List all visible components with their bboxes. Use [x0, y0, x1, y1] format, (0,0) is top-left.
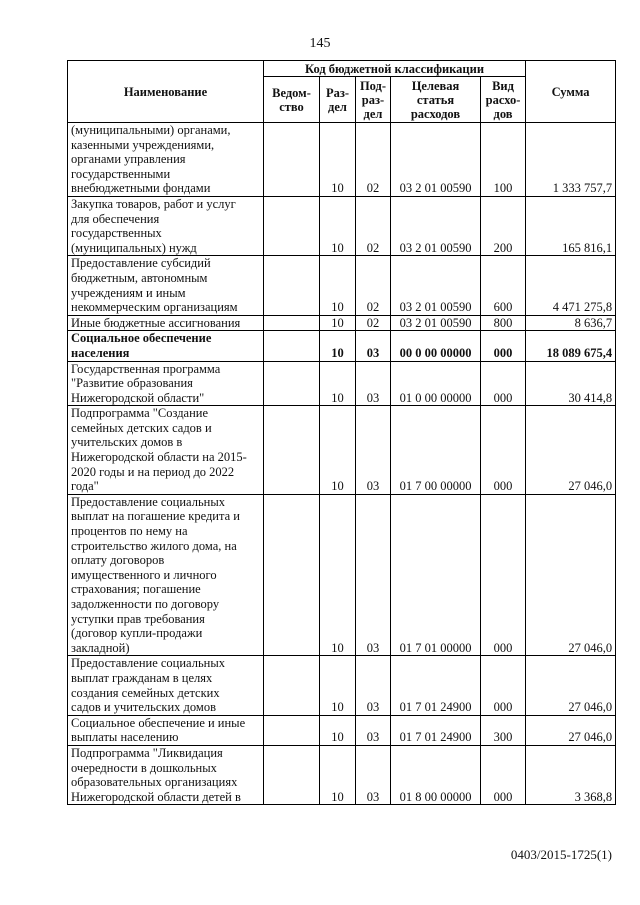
table-cell-target: 01 7 01 24900 [391, 715, 481, 745]
table-cell-section: 10 [320, 406, 356, 495]
header-type: Вид расхо- дов [481, 77, 526, 123]
table-row [68, 745, 616, 804]
table-cell-sum: 30 414,8 [526, 361, 616, 406]
table-cell-target: 01 7 01 24900 [391, 656, 481, 715]
table-cell-subsection: 02 [356, 123, 391, 197]
table-cell-name: Предоставление социальных выплат на погашение кредита и процентов по нему на строительство жилого дома, на оплату договоров имущественного и личного страхования; погашение задолженности по договору уступки прав требования (договор купли-продажи закладной) [68, 494, 264, 656]
table-row [68, 361, 616, 406]
table-cell-name: Иные бюджетные ассигнования [68, 315, 264, 331]
header-name: Наименование [68, 61, 264, 123]
table-cell-ministry [264, 315, 320, 331]
table-cell-name: Социальное обеспечение населения [68, 331, 264, 361]
table-cell-type: 000 [481, 361, 526, 406]
table-cell-type: 000 [481, 745, 526, 804]
table-cell-subsection: 03 [356, 494, 391, 656]
table-cell-sum: 27 046,0 [526, 494, 616, 656]
table-cell-target: 03 2 01 00590 [391, 315, 481, 331]
table-cell-name: Подпрограмма "Создание семейных детских садов и учительских домов в Нижегородской области на 2015- 2020 годы и на период до 2022 года" [68, 406, 264, 495]
table-cell-type: 300 [481, 715, 526, 745]
table-cell-subsection: 03 [356, 331, 391, 361]
table-row [68, 315, 616, 331]
table-cell-target: 03 2 01 00590 [391, 256, 481, 315]
table-cell-target: 01 7 00 00000 [391, 406, 481, 495]
table-cell-ministry [264, 196, 320, 255]
header-section: Раз- дел [320, 77, 356, 123]
table-cell-sum: 27 046,0 [526, 656, 616, 715]
table-cell-type: 000 [481, 331, 526, 361]
table-cell-sum: 1 333 757,7 [526, 123, 616, 197]
page-number: 145 [309, 36, 331, 51]
table-cell-subsection: 03 [356, 361, 391, 406]
table-cell-sum: 4 471 275,8 [526, 256, 616, 315]
table-cell-type: 100 [481, 123, 526, 197]
table-cell-section: 10 [320, 256, 356, 315]
table-cell-type: 800 [481, 315, 526, 331]
table-cell-section: 10 [320, 123, 356, 197]
table-cell-sum: 27 046,0 [526, 715, 616, 745]
table-cell-target: 01 0 00 00000 [391, 361, 481, 406]
table-cell-ministry [264, 256, 320, 315]
table-cell-ministry [264, 494, 320, 656]
table-cell-section: 10 [320, 315, 356, 331]
table-cell-type: 000 [481, 656, 526, 715]
table-cell-sum: 18 089 675,4 [526, 331, 616, 361]
table-row [68, 715, 616, 745]
table-cell-target: 01 7 01 00000 [391, 494, 481, 656]
table-cell-target: 03 2 01 00590 [391, 196, 481, 255]
budget-table [67, 60, 616, 805]
table-row [68, 406, 616, 495]
header-target: Целевая статья расходов [391, 77, 481, 123]
header-subsection: Под- раз- дел [356, 77, 391, 123]
table-cell-type: 600 [481, 256, 526, 315]
table-cell-section: 10 [320, 656, 356, 715]
table-cell-type: 000 [481, 406, 526, 495]
table-cell-subsection: 03 [356, 656, 391, 715]
table-cell-ministry [264, 331, 320, 361]
table-cell-target: 00 0 00 00000 [391, 331, 481, 361]
table-cell-subsection: 02 [356, 256, 391, 315]
table-row [68, 656, 616, 715]
table-cell-target: 03 2 01 00590 [391, 123, 481, 197]
table-cell-name: Подпрограмма "Ликвидация очередности в дошкольных образовательных организациях Нижегородской области детей в [68, 745, 264, 804]
table-cell-name: Предоставление социальных выплат гражданам в целях создания семейных детских садов и учительских домов [68, 656, 264, 715]
table-cell-section: 10 [320, 715, 356, 745]
table-row [68, 123, 616, 197]
table-cell-name: Государственная программа "Развитие образования Нижегородской области" [68, 361, 264, 406]
table-cell-section: 10 [320, 745, 356, 804]
table-cell-sum: 27 046,0 [526, 406, 616, 495]
table-cell-name: Социальное обеспечение и иные выплаты населению [68, 715, 264, 745]
table-row [68, 494, 616, 656]
table-cell-ministry [264, 745, 320, 804]
table-cell-type: 000 [481, 494, 526, 656]
table-cell-ministry [264, 656, 320, 715]
table-row [68, 331, 616, 361]
table-cell-subsection: 02 [356, 196, 391, 255]
table-cell-name: Закупка товаров, работ и услуг для обеспечения государственных (муниципальных) нужд [68, 196, 264, 255]
table-cell-target: 01 8 00 00000 [391, 745, 481, 804]
table-cell-sum: 3 368,8 [526, 745, 616, 804]
table-cell-ministry [264, 406, 320, 495]
table-cell-name: (муниципальными) органами, казенными учреждениями, органами управления государственными внебюджетными фондами [68, 123, 264, 197]
table-cell-subsection: 03 [356, 715, 391, 745]
table-cell-sum: 8 636,7 [526, 315, 616, 331]
document-code: 0403/2015-1725(1) [510, 847, 612, 862]
table-cell-subsection: 02 [356, 315, 391, 331]
table-cell-sum: 165 816,1 [526, 196, 616, 255]
table-cell-name: Предоставление субсидий бюджетным, автономным учреждениям и иным некоммерческим организациям [68, 256, 264, 315]
table-cell-subsection: 03 [356, 745, 391, 804]
table-cell-subsection: 03 [356, 406, 391, 495]
table-cell-section: 10 [320, 196, 356, 255]
table-cell-type: 200 [481, 196, 526, 255]
header-classification: Код бюджетной классификации [264, 61, 526, 77]
table-cell-section: 10 [320, 331, 356, 361]
table-row [68, 196, 616, 255]
header-sum: Сумма [526, 61, 616, 123]
header-ministry: Ведом- ство [264, 77, 320, 123]
table-cell-section: 10 [320, 361, 356, 406]
table-cell-ministry [264, 361, 320, 406]
table-row [68, 256, 616, 315]
table-cell-section: 10 [320, 494, 356, 656]
table-cell-ministry [264, 715, 320, 745]
table-cell-ministry [264, 123, 320, 197]
